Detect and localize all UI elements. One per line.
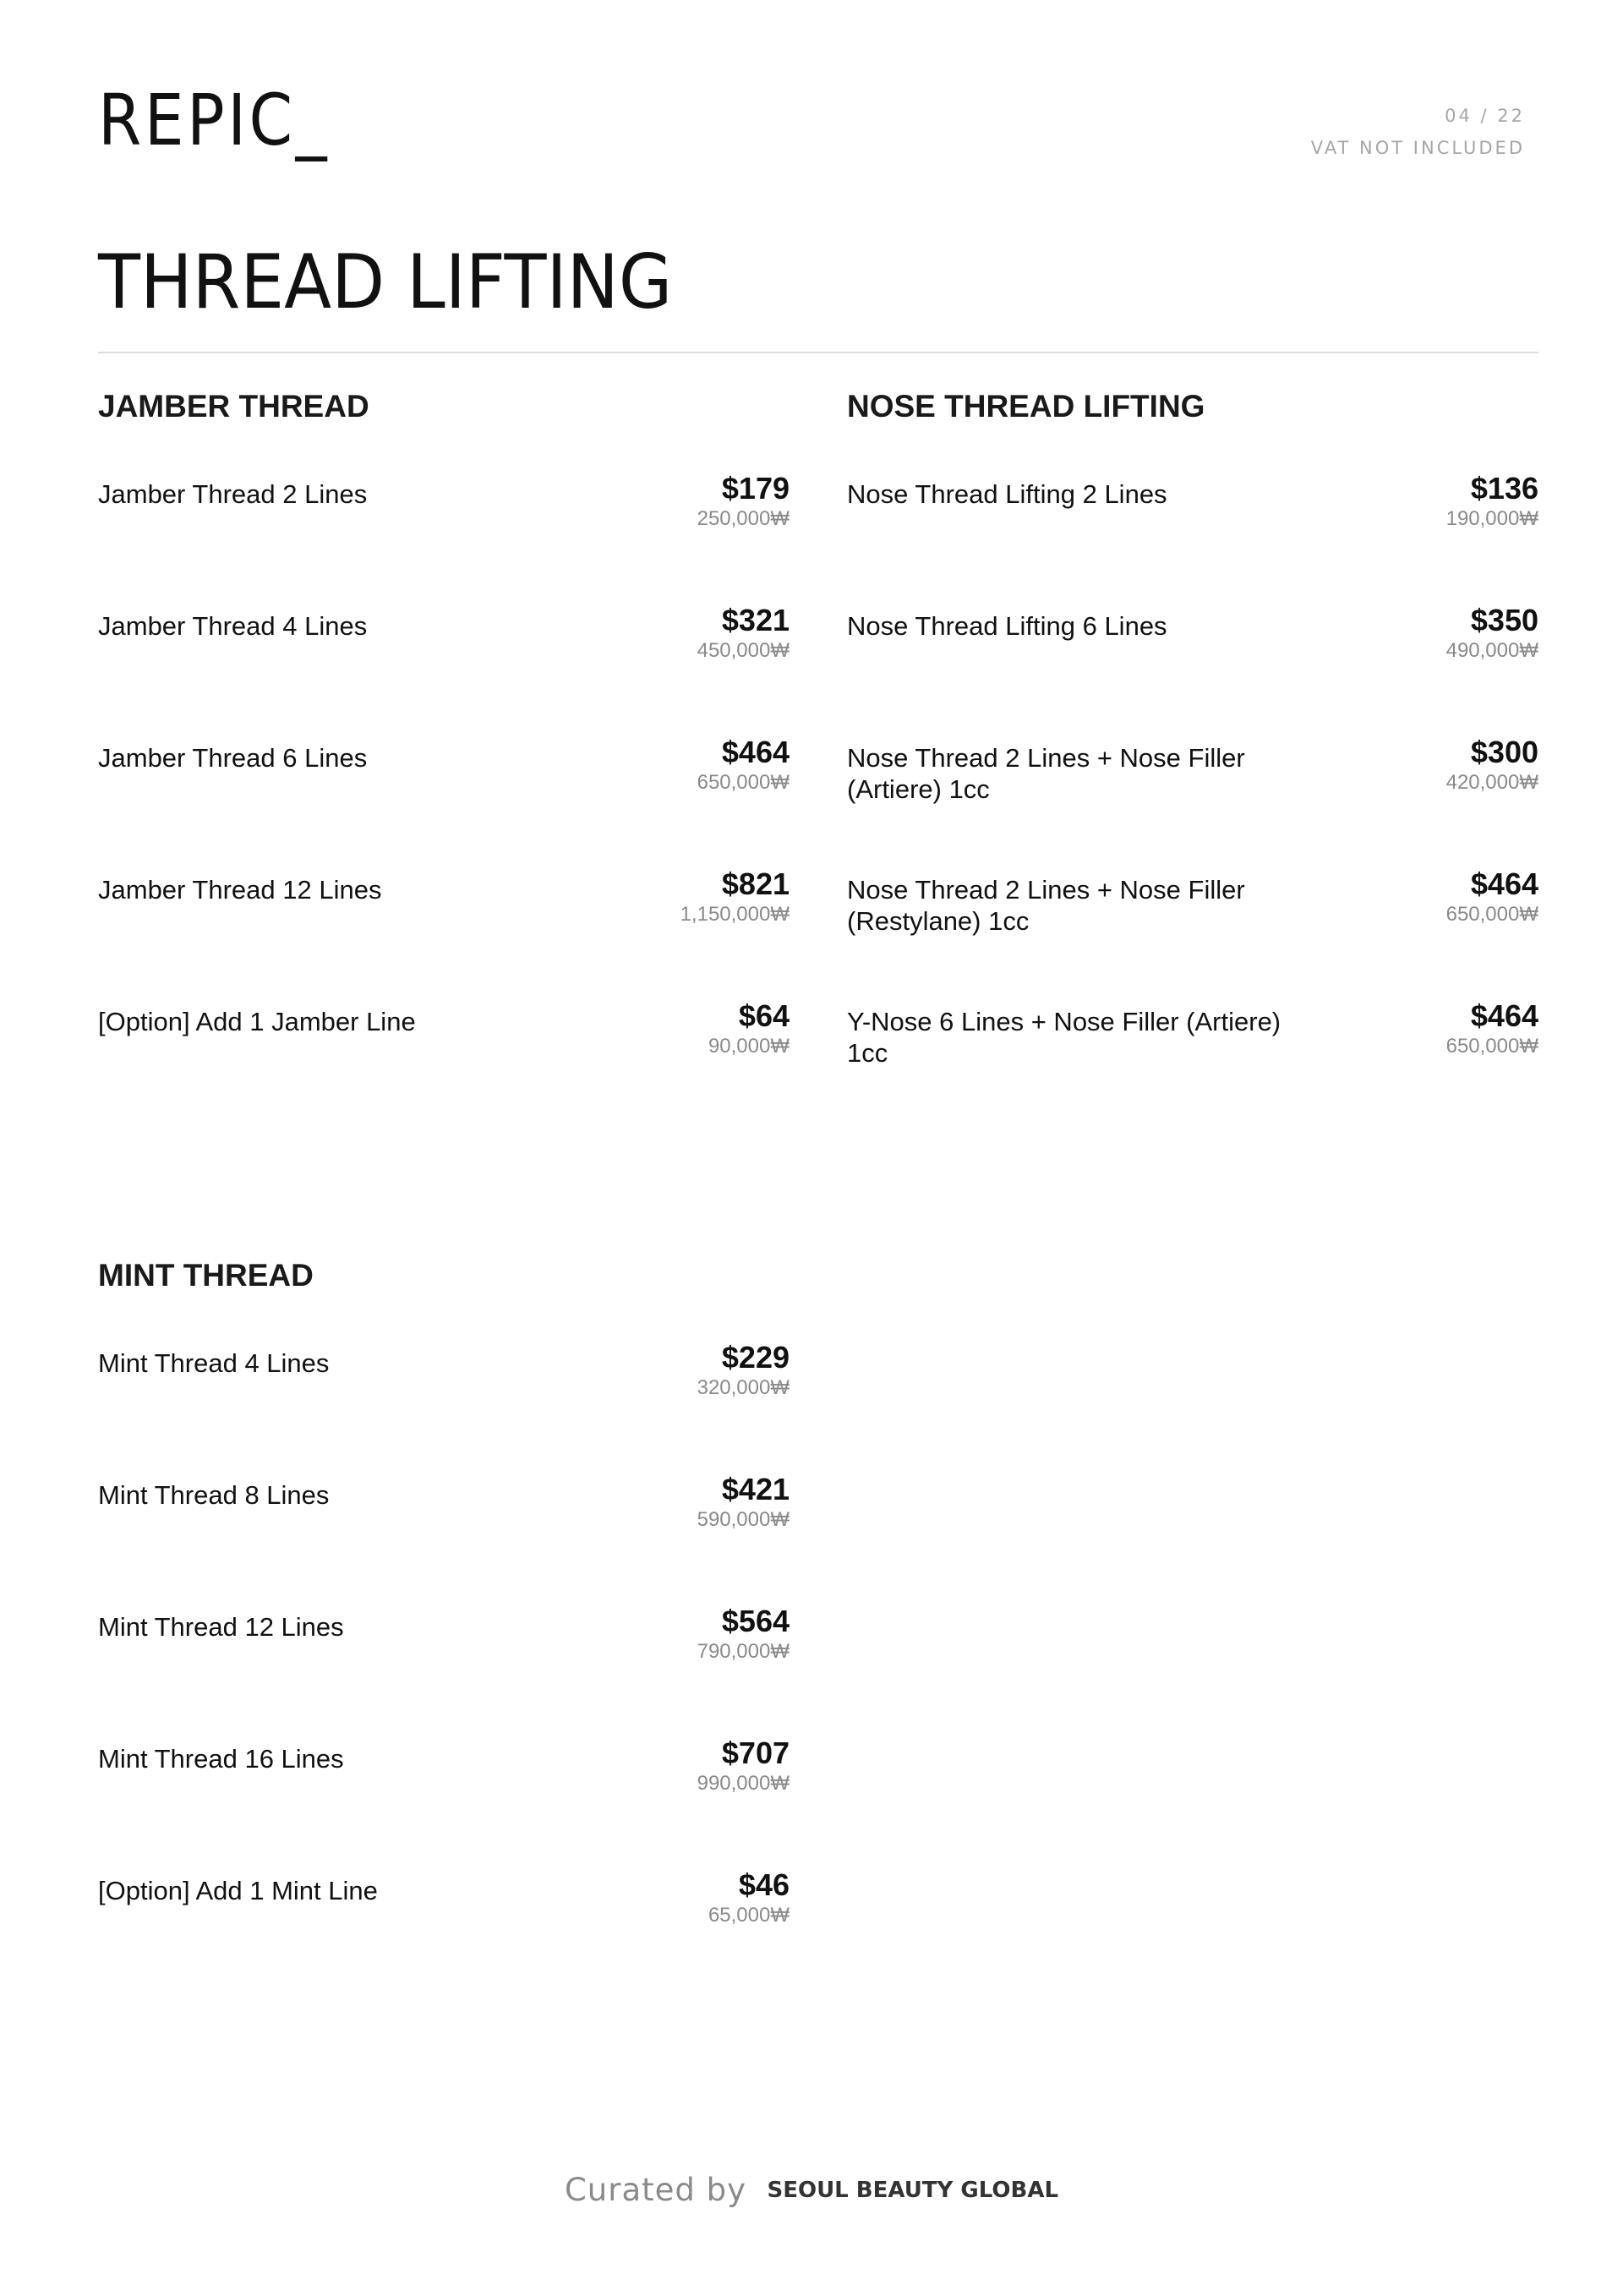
price-krw: 590,000₩ (697, 1508, 790, 1531)
item-price (1446, 999, 1538, 1060)
item-name: Mint Thread 16 Lines (98, 1744, 344, 1774)
price-krw: 320,000₩ (697, 1376, 790, 1399)
price-krw: 990,000₩ (697, 1772, 790, 1795)
price-item (847, 604, 1538, 735)
price-usd: $464 (1470, 866, 1538, 901)
item-price (697, 735, 790, 796)
curated-by-label: Curated by (564, 2172, 747, 2208)
item-price (697, 1473, 790, 1533)
price-usd: $821 (721, 866, 790, 901)
price-item (98, 604, 790, 735)
price-krw: 650,000₩ (1445, 903, 1538, 926)
item-price (1446, 735, 1538, 796)
price-item (98, 735, 790, 867)
item-name: Jamber Thread 12 Lines (98, 875, 382, 905)
price-krw: 250,000₩ (697, 507, 790, 530)
price-item (98, 999, 790, 1131)
item-name: Mint Thread 12 Lines (98, 1612, 344, 1642)
section-jamber-thread (98, 391, 790, 1131)
item-price (708, 999, 790, 1060)
item-price (697, 1341, 790, 1402)
price-item (847, 735, 1538, 867)
price-usd: $421 (721, 1472, 790, 1506)
price-item (98, 1868, 790, 2000)
footer (0, 2174, 1623, 2206)
title-divider (98, 352, 1538, 353)
section-title: MINT THREAD (98, 1258, 314, 1293)
price-usd: $64 (738, 998, 790, 1033)
section-title: JAMBER THREAD (98, 389, 369, 424)
price-item (847, 999, 1538, 1131)
item-name: [Option] Add 1 Jamber Line (98, 1007, 416, 1036)
item-price (1446, 604, 1538, 664)
price-item (98, 1604, 790, 1736)
item-price (1446, 472, 1538, 533)
item-name: Nose Thread 2 Lines + Nose Filler (Restylane) 1cc (847, 875, 1245, 936)
price-usd: $564 (721, 1604, 790, 1638)
price-krw: 190,000₩ (1445, 507, 1538, 530)
item-price (697, 1736, 790, 1797)
price-krw: 1,150,000₩ (680, 903, 790, 926)
price-krw: 90,000₩ (708, 1035, 790, 1058)
price-krw: 65,000₩ (708, 1904, 790, 1927)
price-item (98, 1736, 790, 1868)
item-name: Mint Thread 4 Lines (98, 1348, 330, 1378)
section-nose-thread-lifting (847, 391, 1538, 1131)
page-meta (1311, 100, 1525, 164)
vat-note: VAT NOT INCLUDED (1310, 138, 1525, 158)
item-name: Nose Thread Lifting 2 Lines (847, 479, 1167, 509)
price-item (98, 472, 790, 604)
page-title: THREAD LIFTING (98, 238, 673, 325)
price-usd: $707 (721, 1736, 790, 1770)
price-krw: 420,000₩ (1445, 771, 1538, 794)
item-price (680, 867, 790, 928)
item-name: Jamber Thread 6 Lines (98, 743, 368, 773)
price-usd: $136 (1470, 471, 1538, 506)
price-krw: 790,000₩ (697, 1640, 790, 1663)
price-krw: 490,000₩ (1445, 639, 1538, 662)
price-item (98, 1341, 790, 1473)
item-price (697, 604, 790, 664)
price-usd: $46 (738, 1867, 790, 1902)
page-number: 04 / 22 (1445, 106, 1525, 126)
price-usd: $179 (721, 471, 790, 506)
item-name: Nose Thread 2 Lines + Nose Filler (Artiere) 1cc (847, 743, 1245, 804)
item-name: [Option] Add 1 Mint Line (98, 1876, 378, 1905)
price-item (847, 472, 1538, 604)
price-usd: $321 (721, 603, 790, 637)
item-price (697, 1604, 790, 1665)
item-price (708, 1868, 790, 1929)
section-mint-thread (98, 1260, 790, 2000)
item-name: Jamber Thread 2 Lines (98, 479, 368, 509)
price-krw: 450,000₩ (697, 639, 790, 662)
price-krw: 650,000₩ (1445, 1035, 1538, 1058)
item-price (1446, 867, 1538, 928)
section-title: NOSE THREAD LIFTING (847, 389, 1205, 424)
price-item (847, 867, 1538, 999)
price-usd: $464 (721, 735, 790, 769)
price-krw: 650,000₩ (697, 771, 790, 794)
price-usd: $229 (721, 1340, 790, 1375)
item-name: Y-Nose 6 Lines + Nose Filler (Artiere) 1cc (847, 1007, 1281, 1068)
item-name: Jamber Thread 4 Lines (98, 611, 368, 641)
price-usd: $300 (1470, 735, 1538, 769)
repic-logo: REPIC_ (98, 79, 331, 161)
item-name: Mint Thread 8 Lines (98, 1480, 330, 1510)
price-item (98, 867, 790, 999)
price-usd: $464 (1470, 998, 1538, 1033)
item-name: Nose Thread Lifting 6 Lines (847, 611, 1167, 641)
price-item (98, 1473, 790, 1604)
price-usd: $350 (1470, 603, 1538, 637)
footer-brand: SEOUL BEAUTY GLOBAL (767, 2177, 1059, 2203)
item-price (697, 472, 790, 533)
